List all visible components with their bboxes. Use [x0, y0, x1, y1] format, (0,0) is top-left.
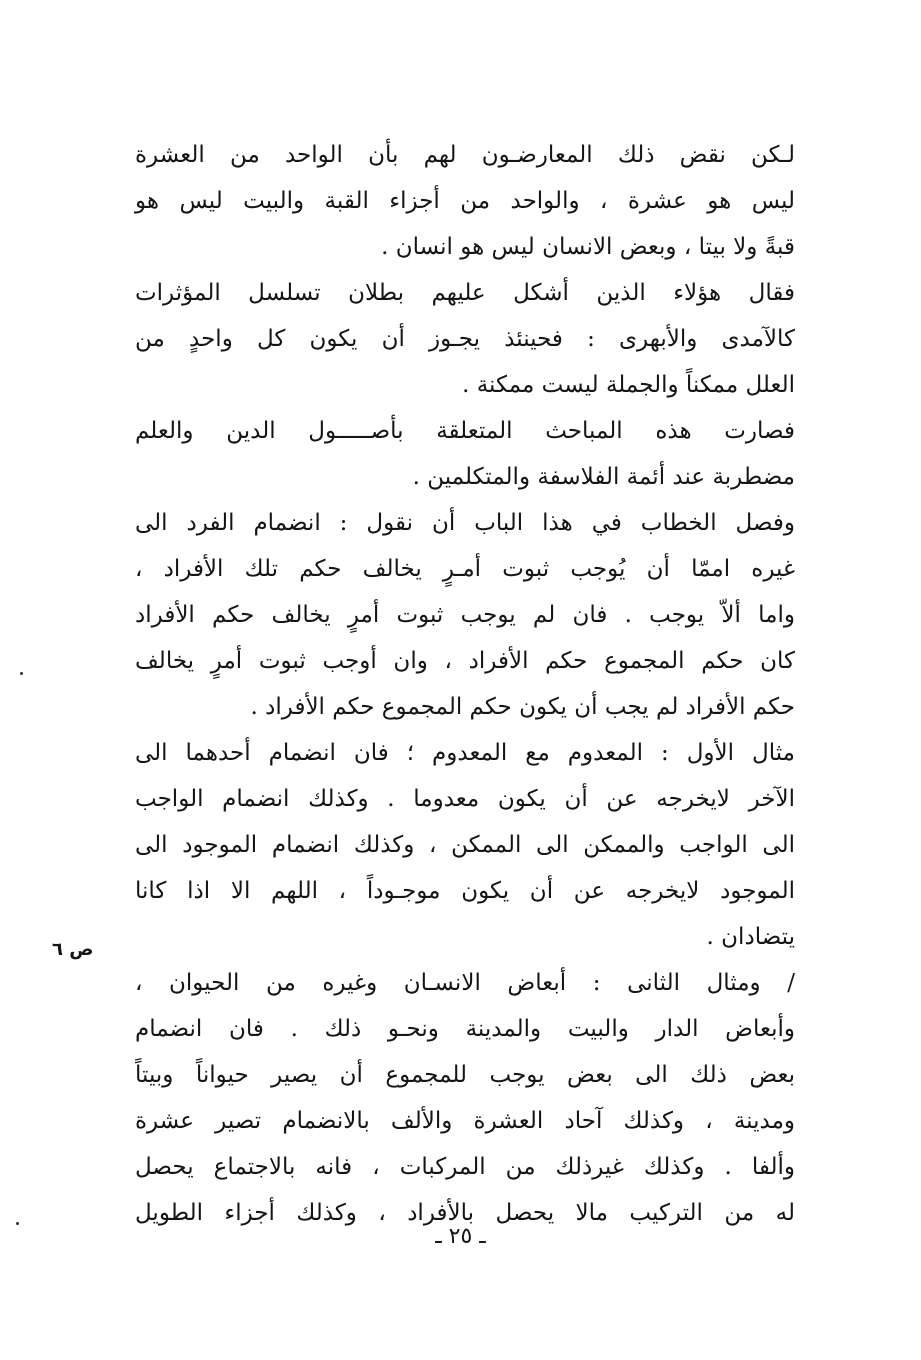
text-line: ليس هو عشرة ، والواحد من أجزاء القبة والبيت ليس هو [135, 188, 795, 214]
text-line: الآخر لايخرجه عن أن يكون معدوما . وكذلك انضمام الواجب [135, 786, 795, 812]
paragraph-6 [135, 960, 795, 1236]
paragraph-2 [135, 270, 795, 408]
paragraph-4 [135, 500, 795, 730]
text-line: مثال الأول : المعدوم مع المعدوم ؛ فان انضمام أحدهما الى [135, 740, 795, 766]
text-line: كالآمدى والأبهرى : فحينئذ يجـوز أن يكون كل واحدٍ من [135, 326, 795, 352]
text-line: مضطربة عند أئمة الفلاسفة والمتكلمين . [412, 464, 795, 490]
scan-speck [16, 1222, 19, 1225]
text-line: الموجود لايخرجه عن أن يكون موجـوداً ، اللهم الا اذا كانا [135, 878, 795, 904]
text-line: له من التركيب مالا يحصل بالأفراد ، وكذلك أجزاء الطويل [135, 1200, 795, 1226]
scan-speck [20, 672, 23, 675]
text-line: ومدينة ، وكذلك آحاد العشرة والألف بالانضمام تصير عشرة [135, 1108, 795, 1134]
body-text [135, 132, 795, 1236]
text-line: العلل ممكناً والجملة ليست ممكنة . [462, 372, 795, 398]
text-line: وفصل الخطاب في هذا الباب أن نقول : انضمام الفرد الى [135, 510, 795, 536]
text-line: وألفا . وكذلك غيرذلك من المركبات ، فانه بالاجتماع يحصل [135, 1154, 795, 1180]
text-line: قبةً ولا بيتا ، وبعض الانسان ليس هو انسان . [381, 234, 795, 260]
text-line: وأبعاض الدار والبيت والمدينة ونحـو ذلك . فان انضمام [135, 1016, 795, 1042]
text-line: فقال هؤلاء الذين أشكل عليهم بطلان تسلسل المؤثرات [135, 280, 795, 306]
text-line: يتضادان . [706, 924, 795, 950]
text-line: فصارت هذه المباحث المتعلقة بأصـــــول الدين والعلم [135, 418, 795, 444]
paragraph-1 [135, 132, 795, 270]
paragraph-5 [135, 730, 795, 960]
text-line: / ومثال الثانى : أبعاض الانسـان وغيره من الحيوان ، [135, 970, 795, 996]
text-line: غيره اممّا أن يُوجب ثبوت أمـرٍ يخالف حكم تلك الأفراد ، [135, 556, 795, 582]
text-line: واما ألاّ يوجب . فان لم يوجب ثبوت أمرٍ يخالف حكم الأفراد [135, 602, 795, 628]
text-line: حكم الأفراد لم يجب أن يكون حكم المجموع حكم الأفراد . [250, 694, 795, 720]
text-line: بعض ذلك الى بعض يوجب للمجموع أن يصير حيواناً وبيتاً [135, 1062, 795, 1088]
margin-page-reference: ص ٦ [52, 939, 94, 960]
text-line: كان حكم المجموع حكم الأفراد ، وان أوجب ثبوت أمرٍ يخالف [135, 648, 795, 674]
page-number: ـ ٢٥ ـ [435, 1224, 486, 1249]
text-line: لـكن نقض ذلك المعارضـون لهم بأن الواحد من العشرة [135, 142, 795, 168]
text-line: الى الواجب والممكن الى الممكن ، وكذلك انضمام الموجود الى [135, 832, 795, 858]
paragraph-3 [135, 408, 795, 500]
